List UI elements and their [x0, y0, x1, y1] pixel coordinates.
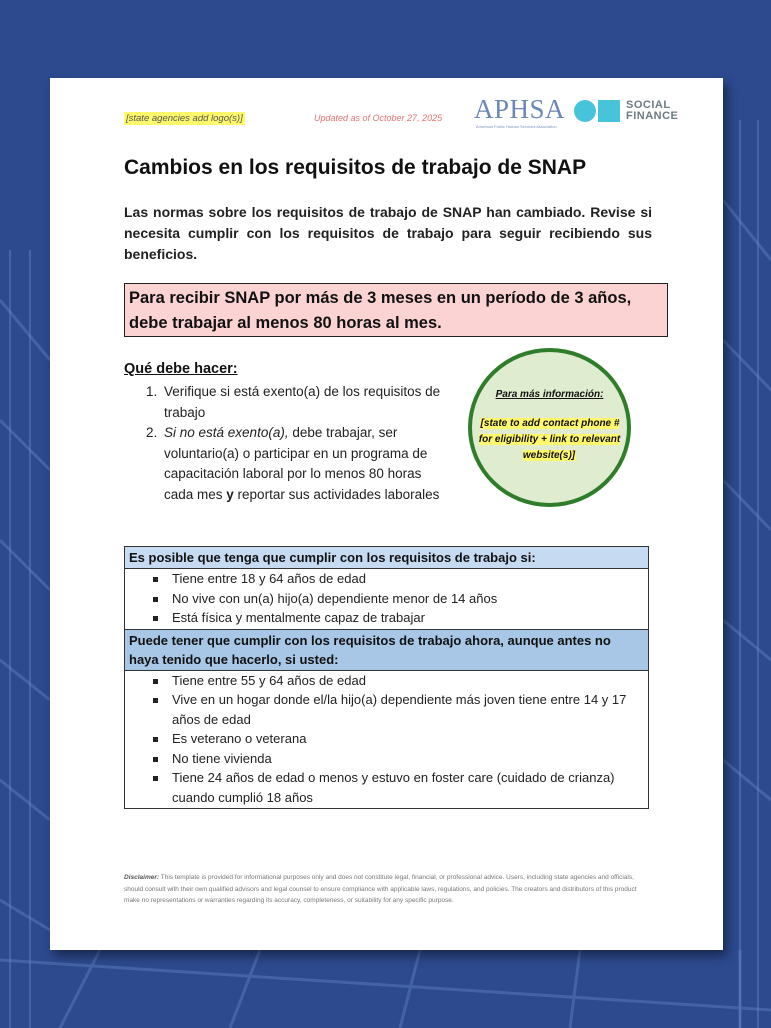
list-item: No vive con un(a) hijo(a) dependiente menor de 14 años [125, 589, 648, 609]
page-title: Cambios en los requisitos de trabajo de SNAP [124, 156, 587, 179]
alert-box: Para recibir SNAP por más de 3 meses en un período de 3 años, debe trabajar al menos 80 horas al mes. [124, 283, 668, 337]
square-icon [598, 100, 620, 122]
step-text: reportar sus actividades laborales [233, 486, 440, 502]
requirements-list [125, 569, 648, 629]
step-number: 1. [146, 384, 158, 399]
list-item: Está física y mentalmente capaz de trabajar [125, 608, 648, 628]
step-item [124, 382, 454, 423]
new-requirements-header: Puede tener que cumplir con los requisitos de trabajo ahora, aunque antes no haya tenido que hacerlo, si usted: [125, 629, 648, 671]
info-circle [468, 348, 631, 507]
intro-paragraph: Las normas sobre los requisitos de trabajo de SNAP han cambiado. Revise si necesita cumplir con los requisitos de trabajo para seguir recibiendo sus beneficios. [124, 204, 652, 262]
steps-heading: Qué debe hacer: [124, 361, 238, 377]
social-finance-line1: SOCIAL [626, 99, 671, 111]
list-item: Tiene 24 años de edad o menos y estuvo en foster care (cuidado de crianza) cuando cumplió 18 años [125, 768, 648, 807]
new-requirements-list [125, 671, 648, 809]
steps-list [124, 382, 454, 505]
header-row [124, 94, 704, 148]
step-text-italic: Si no está exento(a), [164, 425, 289, 440]
social-finance-logo [574, 98, 704, 128]
disclaimer-text: This template is provided for informational purposes only and does not constitute legal, financial, or professional advice. Users, including state agencies and officials, should consult with their own qualified advisors and legal counsel to ensure compliance with applicable laws, regulations, and policies. The creators and distributors of this product make no representations or warranties regarding its accuracy, completeness, or suitability for any specific purpose. [124, 874, 637, 904]
disclaimer-label: Disclaimer: [124, 874, 160, 881]
info-circle-placeholder: [state to add contact phone # for eligibility + link to relevant website(s)] [478, 418, 621, 461]
list-item: Tiene entre 55 y 64 años de edad [125, 671, 648, 691]
requirements-header: Es posible que tenga que cumplir con los requisitos de trabajo si: [125, 547, 648, 569]
aphsa-logo-subtext: American Public Human Services Association [476, 124, 557, 129]
step-number: 2. [146, 425, 158, 440]
step-text: debe trabajar, ser voluntario(a) o participar en un programa de capacitación laboral por lo menos 80 horas cada mes [164, 425, 428, 502]
flyer-page [50, 78, 723, 950]
list-item: Es veterano o veterana [125, 729, 648, 749]
step-text-bold: y [226, 486, 234, 502]
step-item [124, 423, 454, 505]
aphsa-logo [474, 94, 574, 134]
social-finance-line2: FINANCE [626, 110, 679, 122]
circle-icon [574, 100, 596, 122]
disclaimer [124, 872, 652, 907]
logo-placeholder: [state agencies add logo(s)] [126, 113, 243, 124]
requirements-table [124, 546, 649, 809]
list-item: Tiene entre 18 y 64 años de edad [125, 569, 648, 589]
info-circle-body [472, 416, 627, 464]
list-item: Vive en un hogar donde el/la hijo(a) dependiente más joven tiene entre 14 y 17 años de edad [125, 690, 648, 729]
aphsa-logo-text: APHSA [474, 94, 566, 124]
list-item: No tiene vivienda [125, 749, 648, 769]
social-finance-text [626, 100, 678, 122]
step-text: Verifique si está exento(a) de los requisitos de trabajo [164, 384, 441, 420]
updated-date: Updated as of October 27, 2025 [314, 113, 443, 123]
info-circle-title: Para más información: [495, 389, 604, 400]
